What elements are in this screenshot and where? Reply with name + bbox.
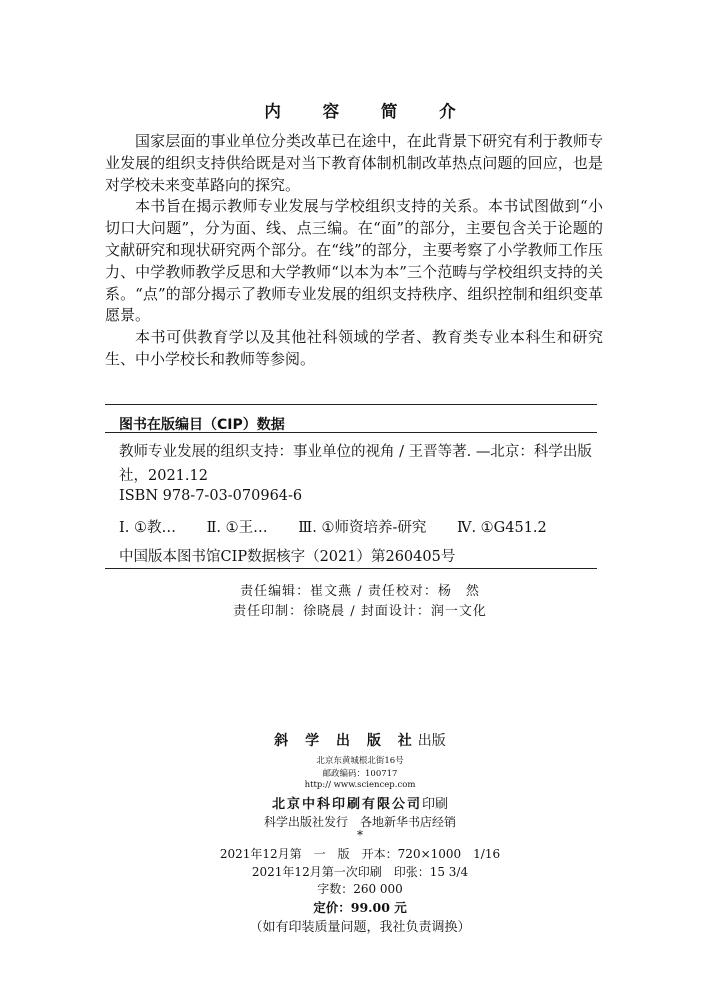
- quality-notice: （如有印装质量问题，我社负责调换）: [249, 920, 471, 935]
- publisher-name: 斜 学 出 版 社: [274, 733, 418, 749]
- cip-record: 中国版本图书馆CIP数据核字（2021）第260405号: [119, 549, 456, 565]
- cip-subjects: [119, 516, 573, 537]
- intro-section: [105, 131, 603, 371]
- cip-subject: Ⅳ. ①G451.2: [456, 520, 547, 536]
- publisher-url: http:// www.sciencep.com: [304, 780, 416, 790]
- cip-isbn: ISBN 978-7-03-070964-6: [119, 488, 303, 504]
- printer-line: [0, 793, 720, 812]
- edition-line-2: 2021年12月第一次印刷 印张：15 3/4: [251, 865, 469, 879]
- printer-suffix: 印刷: [422, 797, 449, 812]
- cip-bottom-rule: [105, 568, 597, 569]
- price: 定价：99.00 元: [313, 900, 407, 915]
- separator: *: [357, 828, 363, 842]
- credits-production: 责任印制：徐晓晨 / 封面设计：润一文化: [233, 604, 487, 619]
- cip-top-rule: [105, 404, 597, 405]
- intro-paragraph: 本书可供教育学以及其他社科领域的学者、教育类专业本科生和研究生、中小学校长和教师等参阅。: [105, 328, 603, 368]
- publisher-line: [0, 730, 720, 750]
- intro-paragraph: 国家层面的事业单位分类改革已在途中，在此背景下研究有利于教师专业发展的组织支持供给既是对当下教育体制机制改革热点问题的回应，也是对学校未来变革路向的探究。: [105, 132, 603, 194]
- publisher-suffix: 出版: [417, 733, 446, 749]
- cip-description: 教师专业发展的组织支持：事业单位的视角 / 王晋等著. —北京：科学出版社，2021.12: [119, 444, 592, 484]
- printer-name: 北京中科印刷有限公司: [271, 797, 422, 812]
- page-title: 内 容 简 介: [264, 102, 474, 121]
- publisher-address: 北京东黄城根北街16号: [316, 756, 404, 766]
- edition-line-1: 2021年12月第 一 版 开本：720×1000 1/16: [219, 847, 501, 861]
- word-count: 字数：260 000: [317, 882, 403, 896]
- cip-subject: Ⅲ. ①师资培养-研究: [298, 520, 427, 536]
- distribution-line: 科学出版社发行 各地新华书店经销: [263, 815, 456, 829]
- cip-heading: 图书在版编目（CIP）数据: [119, 417, 285, 433]
- publisher-postcode: 邮政编码：100717: [322, 769, 398, 779]
- credits-editors: 责任编辑：崔文燕 / 责任校对：杨 然: [240, 584, 480, 599]
- cip-heading-rule: [105, 432, 597, 433]
- cip-subject: Ⅱ. ①王…: [206, 520, 268, 536]
- cip-subject: Ⅰ. ①教…: [119, 520, 176, 536]
- intro-paragraph: 本书旨在揭示教师专业发展与学校组织支持的关系。本书试图做到“小切口大问题”，分为面、线、点三编。在“面”的部分，主要包含关于论题的文献研究和现状研究两个部分。在“线”的部分，主要考察了小学教师工作压力、中学教师教学反思和大学教师“以本为本”三个范畴与学校组织支持的关系。“点”的部分揭示了教师专业发展的组织支持秩序、组织控制和组织变革愿景。: [105, 197, 603, 325]
